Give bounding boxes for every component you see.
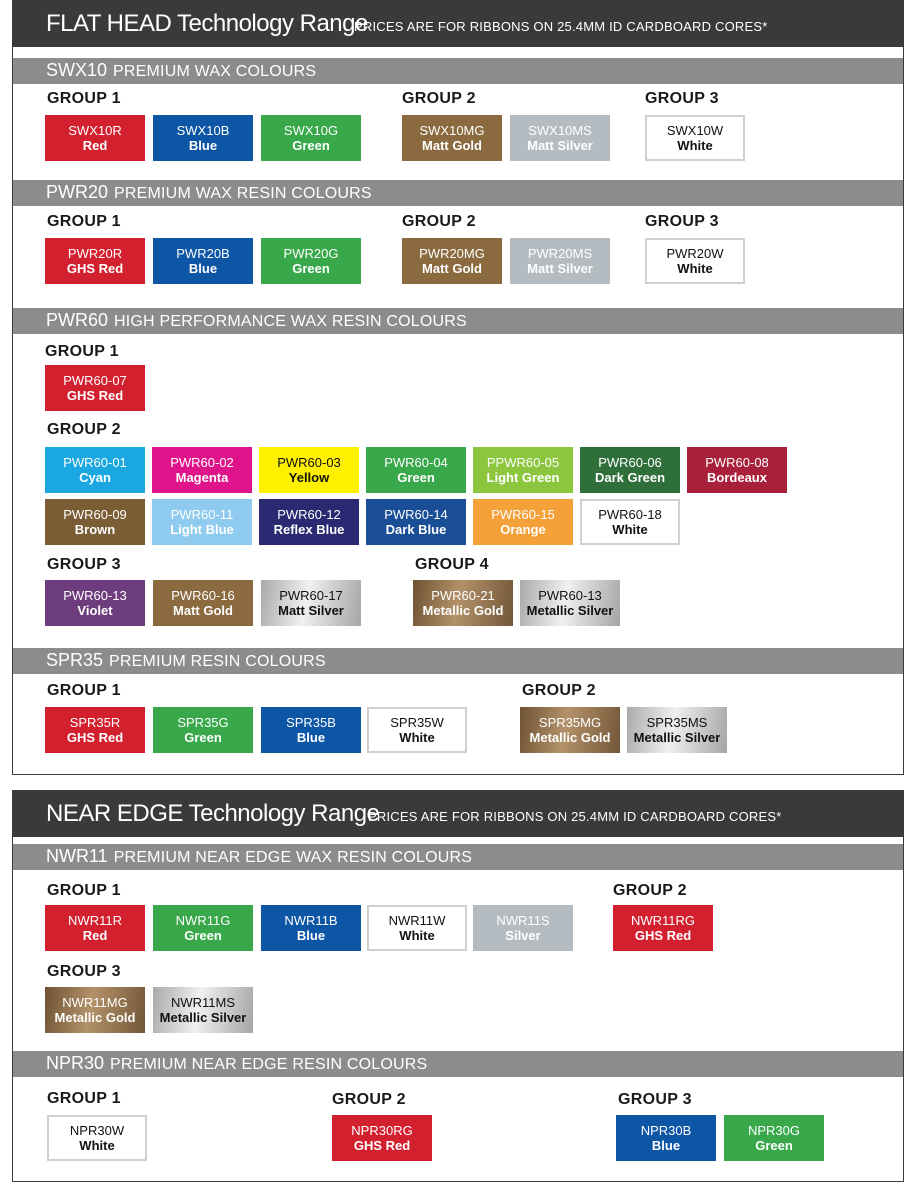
swatch-name: Green	[397, 470, 435, 485]
swatch-name: Matt Silver	[527, 138, 593, 153]
swatch-code: SWX10W	[666, 123, 724, 138]
swatch-name: GHS Red	[353, 1138, 411, 1153]
swatch	[45, 365, 145, 411]
swatch-name: GHS Red	[66, 730, 124, 745]
group-label: GROUP 1	[45, 343, 119, 360]
swatch	[45, 238, 145, 284]
swatch-code: NWR11MS	[170, 995, 236, 1010]
swatch-code: PWR20MS	[527, 246, 593, 261]
swatch-name: Light Green	[486, 470, 560, 485]
swatch	[45, 580, 145, 626]
section-code: PWR60	[46, 310, 109, 330]
swatch-name: Silver	[505, 928, 541, 943]
swatch-name: Bordeaux	[707, 470, 767, 485]
swatch-name: Reflex Blue	[273, 522, 345, 537]
swatch	[520, 707, 620, 753]
swatch-name: Yellow	[288, 470, 330, 485]
swatch-name: Blue	[188, 138, 218, 153]
swatch-code: NWR11RG	[630, 913, 696, 928]
swatch	[724, 1115, 824, 1161]
swatch-name: Matt Gold	[173, 603, 233, 618]
swatch-code: PWR60-13	[538, 588, 602, 603]
swatch-name: Cyan	[79, 470, 111, 485]
swatch-code: NPR30W	[69, 1123, 125, 1138]
swatch	[45, 115, 145, 161]
swatch-code: PWR60-03	[277, 455, 341, 470]
swatch-code: SWX10G	[283, 123, 339, 138]
swatch-code: SPR35B	[286, 715, 336, 730]
swatch-name: Metallic Gold	[529, 730, 611, 745]
swatch-code: SWX10R	[68, 123, 122, 138]
swatch-name: Magenta	[175, 470, 229, 485]
swatch-name: Blue	[188, 261, 218, 276]
swatch	[261, 905, 361, 951]
swatch-code: PWR60-06	[598, 455, 662, 470]
swatch-name: Violet	[77, 603, 113, 618]
swatch-code: PWR60-04	[384, 455, 448, 470]
swatch-code: PWR60-07	[63, 373, 127, 388]
swatch-name: Green	[184, 928, 222, 943]
swatch-code: SWX10MS	[528, 123, 592, 138]
swatch-code: SPR35G	[177, 715, 229, 730]
swatch-code: PWR20G	[283, 246, 339, 261]
swatch	[47, 1115, 147, 1161]
swatch-name: GHS Red	[634, 928, 692, 943]
swatch-code: NWR11G	[175, 913, 231, 928]
swatch	[45, 987, 145, 1033]
section-bar-pwr60	[13, 308, 903, 334]
swatch-code: PWR60-02	[170, 455, 234, 470]
swatch-name: Metallic Gold	[422, 603, 504, 618]
swatch-name: Dark Blue	[385, 522, 447, 537]
swatch	[645, 115, 745, 161]
swatch-name: Blue	[296, 928, 326, 943]
swatch	[153, 987, 253, 1033]
swatch	[687, 447, 787, 493]
swatch-code: PWR60-16	[171, 588, 235, 603]
swatch-code: PWR60-15	[491, 507, 555, 522]
swatch	[261, 707, 361, 753]
group-label: GROUP 1	[47, 1090, 121, 1107]
swatch-code: PWR60-14	[384, 507, 448, 522]
group-label: GROUP 2	[522, 682, 596, 699]
section-bar-swx10	[13, 58, 903, 84]
swatch-name: Green	[292, 261, 330, 276]
swatch	[413, 580, 513, 626]
swatch-name: Metallic Silver	[526, 603, 614, 618]
swatch-name: Red	[82, 138, 108, 153]
swatch	[45, 499, 145, 545]
section-code: SWX10	[46, 60, 108, 80]
swatch	[332, 1115, 432, 1161]
section-desc: HIGH PERFORMANCE WAX RESIN COLOURS	[114, 313, 467, 330]
group-label: GROUP 3	[618, 1091, 692, 1108]
group-label: GROUP 1	[47, 90, 121, 107]
section-desc: PREMIUM WAX RESIN COLOURS	[114, 185, 372, 202]
swatch-name: White	[79, 1138, 115, 1153]
swatch-code: NWR11R	[68, 913, 122, 928]
swatch-name: Light Blue	[170, 522, 234, 537]
swatch-code: PWR20R	[67, 246, 123, 261]
swatch-name: White	[677, 261, 713, 276]
swatch-name: White	[399, 730, 435, 745]
swatch-code: PWR60-13	[63, 588, 127, 603]
group-label: GROUP 4	[415, 556, 489, 573]
swatch	[473, 499, 573, 545]
flat-head-panel	[12, 0, 904, 775]
swatch	[153, 707, 253, 753]
swatch-name: GHS Red	[66, 261, 124, 276]
swatch-code: SPR35MS	[646, 715, 708, 730]
swatch	[580, 447, 680, 493]
group-label: GROUP 2	[332, 1091, 406, 1108]
swatch-code: NWR11W	[388, 913, 446, 928]
swatch	[473, 447, 573, 493]
swatch-name: Metallic Gold	[54, 1010, 136, 1025]
swatch	[510, 238, 610, 284]
swatch	[45, 905, 145, 951]
swatch-name: Metallic Silver	[633, 730, 721, 745]
group-label: GROUP 2	[402, 213, 476, 230]
swatch-name: Blue	[651, 1138, 681, 1153]
swatch-name: Metallic Silver	[159, 1010, 247, 1025]
swatch	[152, 499, 252, 545]
swatch	[261, 580, 361, 626]
swatch	[645, 238, 745, 284]
swatch	[627, 707, 727, 753]
swatch	[153, 905, 253, 951]
section-desc: PREMIUM RESIN COLOURS	[109, 653, 326, 670]
swatch-code: PWR20MG	[419, 246, 485, 261]
group-label: GROUP 2	[613, 882, 687, 899]
swatch-code: SPR35R	[69, 715, 121, 730]
swatch	[259, 499, 359, 545]
group-label: GROUP 3	[645, 213, 719, 230]
section-code: NWR11	[46, 846, 108, 866]
swatch	[473, 905, 573, 951]
swatch	[153, 580, 253, 626]
swatch-name: White	[677, 138, 713, 153]
swatch	[402, 115, 502, 161]
swatch-code: PWR60-11	[170, 507, 234, 522]
flat-head-subtitle: PRICES ARE FOR RIBBONS ON 25.4MM ID CARDBOARD CORES*	[354, 19, 768, 34]
swatch-code: SWX10B	[176, 123, 230, 138]
swatch-code: PWR20B	[176, 246, 230, 261]
swatch	[366, 447, 466, 493]
swatch-code: NWR11S	[496, 913, 550, 928]
swatch-code: SPR35W	[390, 715, 444, 730]
group-label: GROUP 3	[645, 90, 719, 107]
swatch-code: NPR30B	[640, 1123, 692, 1138]
swatch-name: Blue	[296, 730, 326, 745]
group-label: GROUP 3	[47, 963, 121, 980]
swatch-code: PWR20W	[666, 246, 724, 261]
section-code: NPR30	[46, 1053, 105, 1073]
swatch	[153, 115, 253, 161]
swatch-code: PPWR60-05	[486, 455, 560, 470]
swatch-name: GHS Red	[66, 388, 124, 403]
swatch	[152, 447, 252, 493]
swatch	[45, 447, 145, 493]
near-edge-header	[13, 791, 903, 837]
swatch-code: PWR60-21	[431, 588, 495, 603]
section-code: PWR20	[46, 182, 109, 202]
section-desc: PREMIUM NEAR EDGE RESIN COLOURS	[110, 1056, 428, 1073]
section-bar-nwr11	[13, 844, 903, 870]
swatch	[261, 115, 361, 161]
swatch-name: Matt Silver	[278, 603, 344, 618]
flat-head-title: FLAT HEAD Technology Range	[46, 10, 368, 37]
swatch	[45, 707, 145, 753]
swatch-code: NPR30RG	[351, 1123, 413, 1138]
swatch-name: Red	[82, 928, 108, 943]
flat-head-header	[13, 1, 903, 47]
swatch-name: Green	[755, 1138, 793, 1153]
swatch	[153, 238, 253, 284]
swatch	[261, 238, 361, 284]
section-desc: PREMIUM WAX COLOURS	[113, 63, 317, 80]
swatch-name: Green	[184, 730, 222, 745]
swatch	[367, 905, 467, 951]
section-bar-spr35	[13, 648, 903, 674]
swatch-code: NWR11MG	[62, 995, 128, 1010]
swatch	[580, 499, 680, 545]
swatch	[613, 905, 713, 951]
swatch-code: PWR60-01	[63, 455, 127, 470]
swatch-name: Green	[292, 138, 330, 153]
near-edge-panel	[12, 790, 904, 1182]
swatch-code: NPR30G	[747, 1123, 801, 1138]
swatch-code: PWR60-08	[705, 455, 769, 470]
swatch	[520, 580, 620, 626]
swatch-name: Dark Green	[594, 470, 666, 485]
group-label: GROUP 1	[47, 213, 121, 230]
swatch-name: White	[612, 522, 648, 537]
swatch	[616, 1115, 716, 1161]
near-edge-title: NEAR EDGE Technology Range	[46, 800, 380, 827]
section-desc: PREMIUM NEAR EDGE WAX RESIN COLOURS	[113, 849, 473, 866]
swatch	[402, 238, 502, 284]
swatch	[510, 115, 610, 161]
section-code: SPR35	[46, 650, 104, 670]
swatch-code: SPR35MG	[538, 715, 602, 730]
swatch-code: NWR11B	[284, 913, 338, 928]
swatch-name: Matt Gold	[422, 138, 482, 153]
group-label: GROUP 1	[47, 682, 121, 699]
swatch-name: Matt Gold	[422, 261, 482, 276]
swatch-code: PWR60-18	[598, 507, 662, 522]
group-label: GROUP 2	[47, 421, 121, 438]
group-label: GROUP 2	[402, 90, 476, 107]
swatch-code: PWR60-09	[63, 507, 127, 522]
near-edge-subtitle: PRICES ARE FOR RIBBONS ON 25.4MM ID CARDBOARD CORES*	[368, 809, 782, 824]
swatch-code: PWR60-12	[277, 507, 341, 522]
swatch-code: PWR60-17	[279, 588, 343, 603]
section-bar-npr30	[13, 1051, 903, 1077]
group-label: GROUP 3	[47, 556, 121, 573]
swatch-name: White	[399, 928, 435, 943]
swatch-name: Orange	[500, 522, 546, 537]
group-label: GROUP 1	[47, 882, 121, 899]
swatch	[366, 499, 466, 545]
swatch-code: SWX10MG	[419, 123, 485, 138]
swatch	[367, 707, 467, 753]
swatch-name: Matt Silver	[527, 261, 593, 276]
section-bar-pwr20	[13, 180, 903, 206]
swatch	[259, 447, 359, 493]
swatch-name: Brown	[74, 522, 116, 537]
